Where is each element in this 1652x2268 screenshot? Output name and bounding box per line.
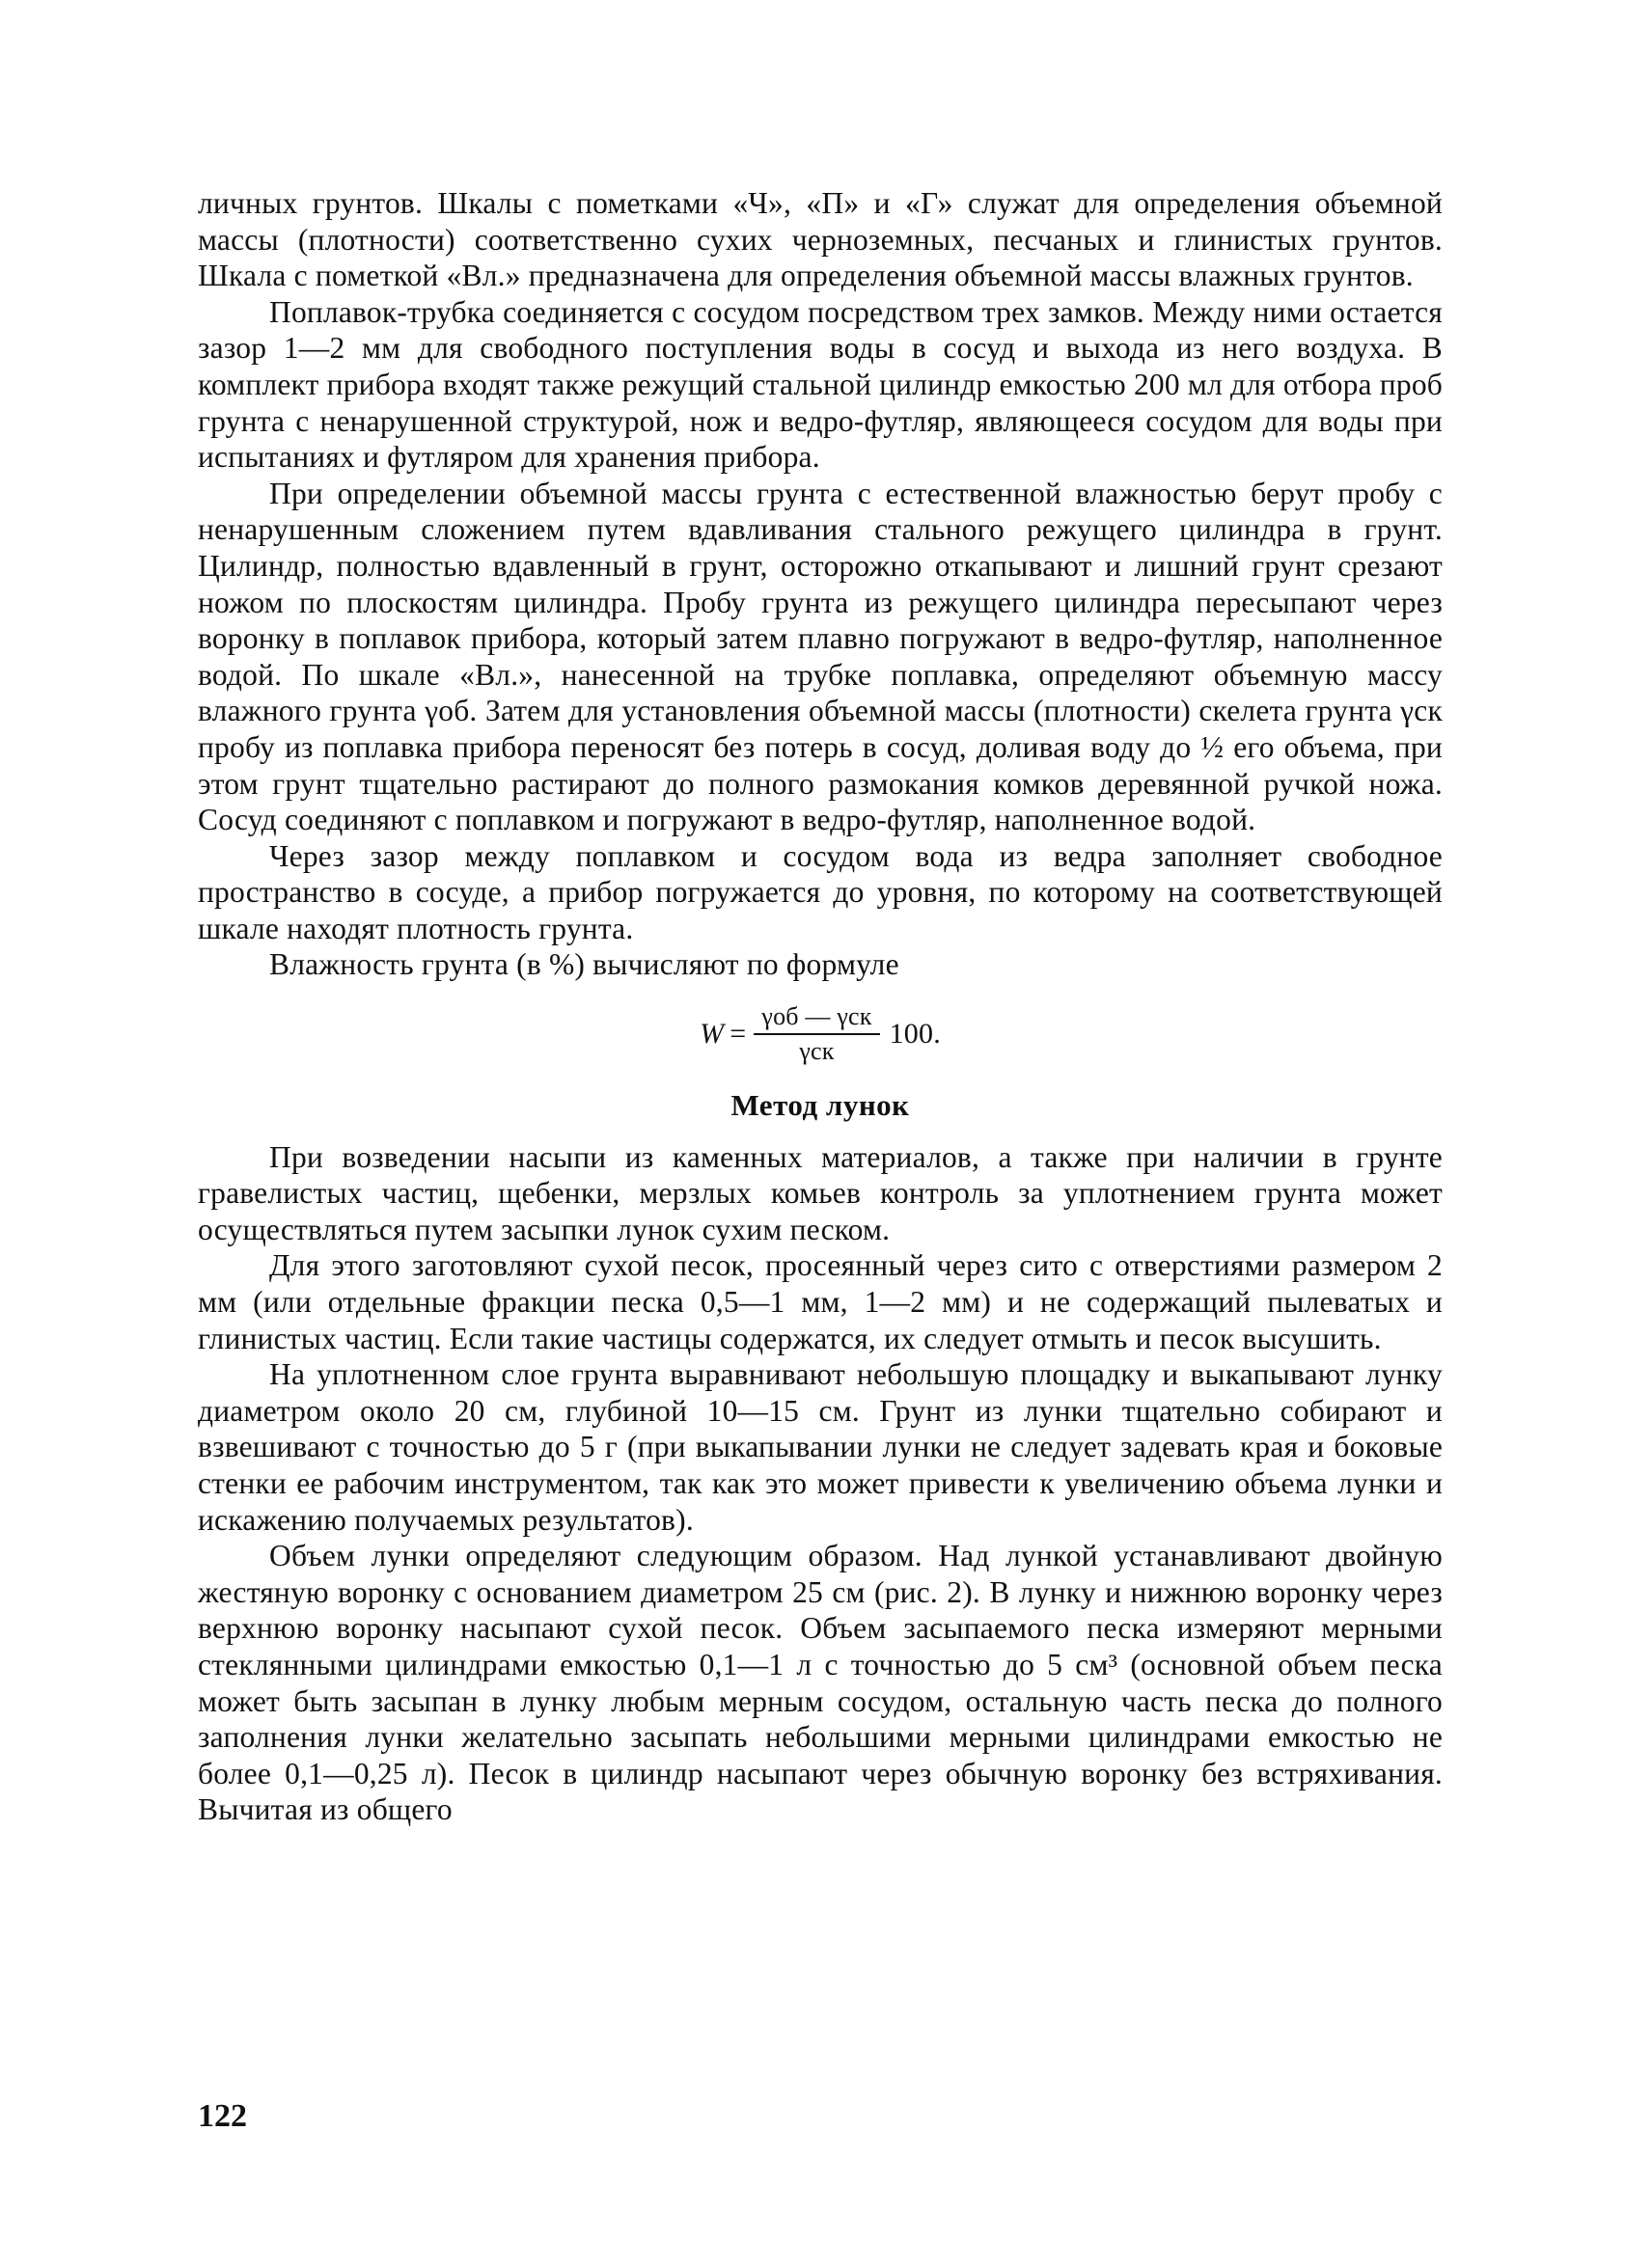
paragraph-6: При возведении насыпи из каменных материалов, а также при наличии в грунте гравелистых частиц, щебенки, мерзлых комьев контроль за уплотнением грунта может осуществляться путем засыпки лунок сухим песком. — [198, 1139, 1443, 1246]
page-number: 122 — [198, 2098, 247, 2134]
paragraph-9: Объем лунки определяют следующим образом. Над лункой устанавливают двойную жестяную воронку с основанием диаметром 25 см (рис. 2). В лунку и нижнюю воронку через верхнюю воронку насыпают сухой песок. Объем засыпаемого песка измеряют мерными стеклянными цилиндрами емкостью 0,1—1 л с точностью до 5 см³ (основной объем песка может быть засыпан в лунку любым мерным сосудом, остальную часть песка до полного заполнения лунки желательно засыпать небольшими мерными цилиндрами емкостью не более 0,1—0,25 л). Песок в цилиндр насыпают через обычную воронку без встряхивания. Вычитая из общего — [198, 1539, 1443, 1827]
formula — [700, 1002, 941, 1066]
formula-numerator: γоб — γск — [754, 1002, 879, 1035]
formula-fraction — [754, 1002, 879, 1066]
paragraph-2: Поплавок-трубка соединяется с сосудом посредством трех замков. Между ними остается зазор 1—2 мм для свободного поступления воды в сосуд и выхода из него воздуха. В комплект прибора входят также режущий стальной цилиндр емкостью 200 мл для отбора проб грунта с ненарушенной структурой, нож и ведро-футляр, являющееся сосудом для воды при испытаниях и футляром для хранения прибора. — [198, 294, 1443, 475]
formula-denominator: γск — [799, 1037, 835, 1066]
paragraph-7: Для этого заготовляют сухой песок, просеянный через сито с отверстиями размером 2 мм (или отдельные фракции песка 0,5—1 мм, 1—2 мм) и не содержащий пылеватых и глинистых частиц. Если такие частицы содержатся, их следует отмыть и песок высушить. — [198, 1248, 1443, 1355]
formula-factor: 100. — [889, 1018, 941, 1051]
section-heading: Метод лунок — [730, 1088, 910, 1123]
paragraph-8: На уплотненном слое грунта выравнивают небольшую площадку и выкапывают лунку диаметром около 20 см, глубиной 10—15 см. Грунт из лунки тщательно собирают и взвешивают с точностью до 5 г (при выкапывании лунки не следует задевать края и боковые стенки ее рабочим инструментом, так как это может привести к увеличению объема лунки и искажению получаемых результатов). — [198, 1357, 1443, 1537]
moisture-formula — [198, 991, 1443, 1078]
paragraph-5: Влажность грунта (в %) вычисляют по формуле — [269, 947, 899, 982]
formula-lhs: W — [700, 1018, 725, 1051]
main-text — [198, 185, 1443, 1828]
paragraph-4: Через зазор между поплавком и сосудом вода из ведра заполняет свободное пространство в сосуде, а прибор погружается до уровня, по которому на соответствующей шкале находят плотность грунта. — [198, 838, 1443, 945]
paragraph-1: личных грунтов. Шкалы с пометками «Ч», «П» и «Г» служат для определения объемной массы (плотности) соответственно сухих черноземных, песчаных и глинистых грунтов. Шкала с пометкой «Вл.» предназначена для определения объемной массы влажных грунтов. — [198, 186, 1443, 293]
formula-equals: = — [730, 1018, 747, 1051]
paragraph-3: При определении объемной массы грунта с естественной влажностью берут пробу с ненарушенным сложением путем вдавливания стального режущего цилиндра в грунт. Цилиндр, полностью вдавленный в грунт, осторожно откапывают и лишний грунт срезают ножом по плоскостям цилиндра. Пробу грунта из режущего цилиндра пересыпают через воронку в поплавок прибора, который затем плавно погружают в ведро-футляр, наполненное водой. По шкале «Вл.», нанесенной на трубке поплавка, определяют объемную массу влажного грунта γоб. Затем для установления объемной массы (плотности) скелета грунта γск пробу из поплавка прибора переносят без потерь в сосуд, доливая воду до ½ его объема, при этом грунт тщательно растирают до полного размокания комков деревянной ручкой ножа. Сосуд соединяют с поплавком и погружают в ведро-футляр, наполненное водой. — [198, 476, 1443, 837]
